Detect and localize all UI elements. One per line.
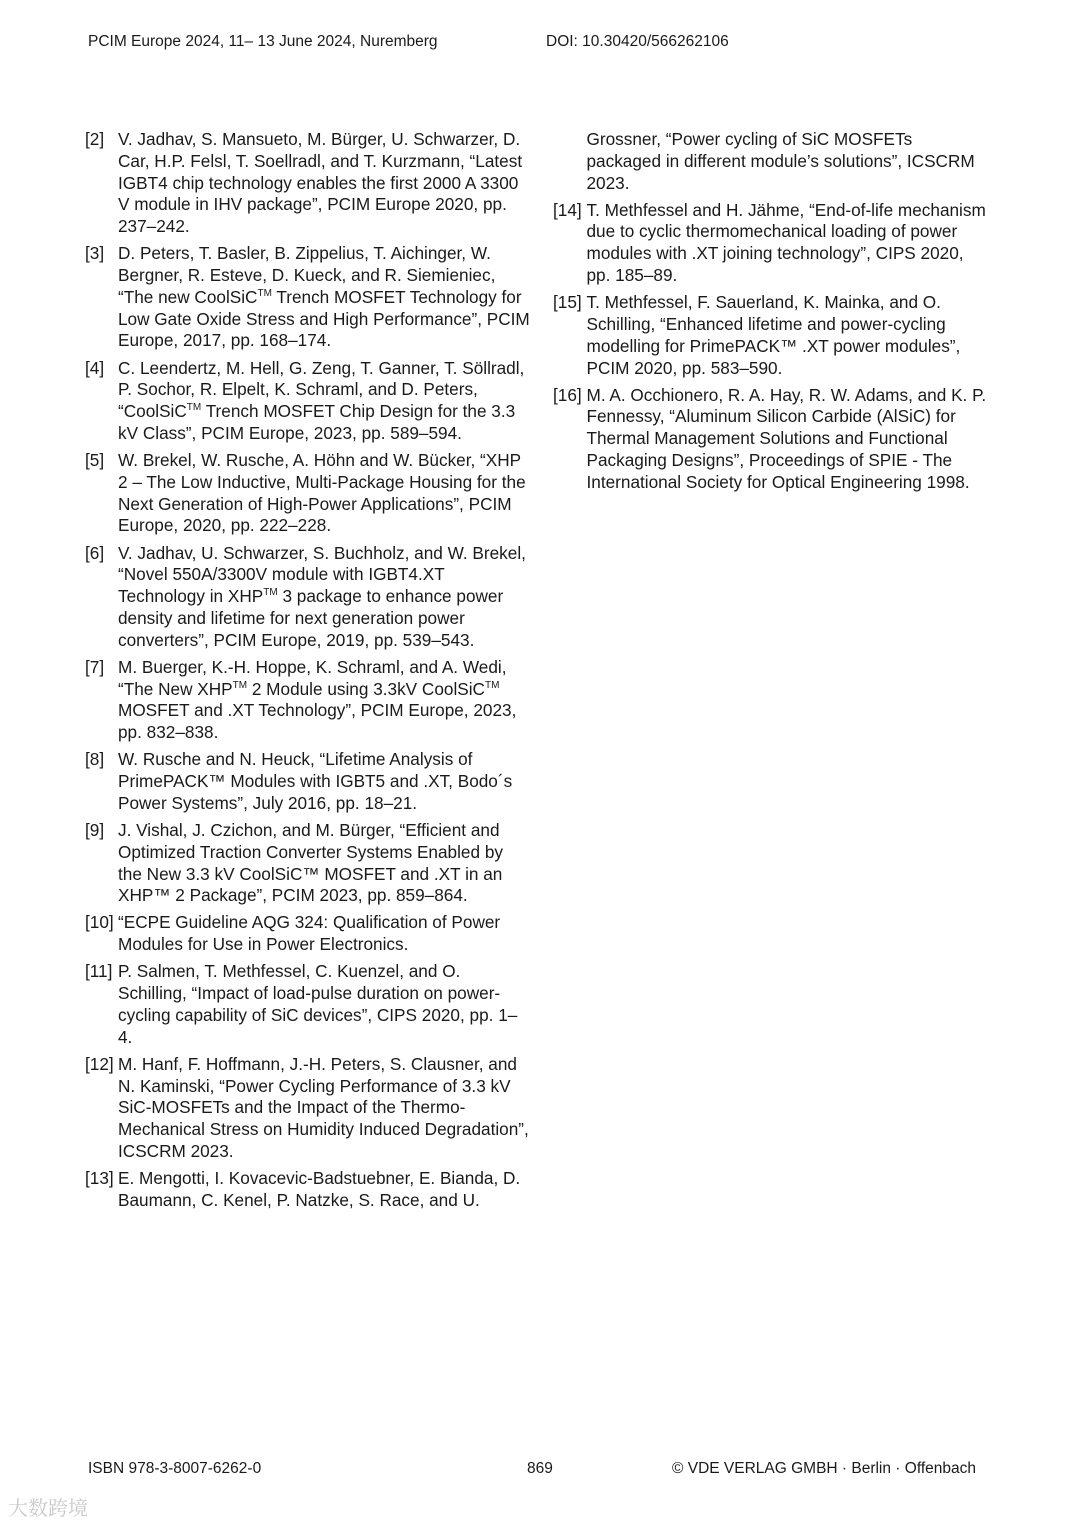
reference-text: P. Salmen, T. Methfessel, C. Kuenzel, and O. Schilling, “Impact of load-pulse duration on power-cycling capability of SiC devices”, CIPS 2020, pp. 1–4.	[118, 961, 518, 1047]
reference-text-part: M. Buerger, K.-H. Hoppe, K. Schraml, and A. Wedi, “The New XHP	[118, 656, 507, 699]
reference-13-continuation	[553, 129, 990, 194]
reference-text: Grossner, “Power cycling of SiC MOSFETs packaged in different module’s solutions”, ICSCRM 2023.	[586, 129, 975, 193]
reference-number: [11]	[85, 961, 113, 982]
reference-number: [5]	[85, 450, 105, 471]
reference-text: V. Jadhav, S. Mansueto, M. Bürger, U. Schwarzer, D. Car, H.P. Felsl, T. Soellradl, and T. Kurzmann, “Latest IGBT4 chip technology enables the first 2000 A 3300 V module in IHV package”, PCIM Europe 2020, pp. 237–242.	[118, 129, 523, 237]
reference-text-part: 3 package to enhance power density and lifetime for next generation power converters”, PCIM Europe, 2019, pp. 539–543.	[118, 586, 504, 650]
reference-3	[85, 243, 531, 352]
reference-text: E. Mengotti, I. Kovacevic-Badstuebner, E. Bianda, D. Baumann, C. Kenel, P. Natzke, S. Race, and U.	[118, 1168, 521, 1210]
reference-text: “ECPE Guideline AQG 324: Qualification of Power Modules for Use in Power Electronics.	[118, 912, 501, 955]
reference-text: M. Hanf, F. Hoffmann, J.-H. Peters, S. Clausner, and N. Kaminski, “Power Cycling Performance of 3.3 kV SiC-MOSFETs and the Impact of the Thermo-Mechanical Stress on Humidity Induced Degradation”, ICSCRM 2023.	[118, 1053, 529, 1162]
reference-12	[85, 1054, 531, 1163]
reference-7	[85, 657, 531, 744]
reference-number: [2]	[85, 129, 105, 149]
reference-text: M. A. Occhionero, R. A. Hay, R. W. Adams, and K. P. Fennessy, “Aluminum Silicon Carbide (AlSiC) for Thermal Management Solutions and Functional Packaging Designs”, Proceedings of SPIE - The International Society for Optical Engineering 1998.	[586, 384, 987, 492]
trademark-superscript: TM	[232, 679, 248, 691]
reference-5	[85, 450, 531, 537]
reference-number: [3]	[85, 243, 105, 264]
page-number: 869	[527, 1460, 553, 1477]
reference-8	[85, 749, 531, 814]
reference-number: [12]	[85, 1053, 114, 1074]
reference-text-part: Trench MOSFET Technology for Low Gate Oxide Stress and High Performance”, PCIM Europe, 2017, pp. 168–174.	[118, 286, 530, 351]
reference-16	[553, 385, 990, 494]
reference-text: T. Methfessel and H. Jähme, “End-of-life mechanism due to cyclic thermomechanical loading of power modules with .XT joining technology”, CIPS 2020, pp. 185–89.	[586, 199, 986, 286]
reference-text-part: Trench MOSFET Chip Design for the 3.3 kV Class”, PCIM Europe, 2023, pp. 589–594.	[118, 401, 516, 443]
reference-text-part: D. Peters, T. Basler, B. Zippelius, T. Aichinger, W. Bergner, R. Esteve, D. Kueck, and R. Siemieniec, “The new CoolSiC	[118, 243, 496, 307]
reference-number: [16]	[553, 384, 582, 405]
reference-text-part: V. Jadhav, U. Schwarzer, S. Buchholz, and W. Brekel, “Novel 550A/3300V module with IGBT4.XT Technology in XHP	[118, 542, 526, 607]
reference-9	[85, 820, 531, 907]
reference-text-part: C. Leendertz, M. Hell, G. Zeng, T. Ganner, T. Söllradl, P. Sochor, R. Elpelt, K. Schraml, and D. Peters, “CoolSiC	[118, 357, 525, 422]
reference-6	[85, 543, 531, 652]
reference-number: [8]	[85, 749, 105, 770]
reference-text: W. Brekel, W. Rusche, A. Höhn and W. Bücker, “XHP 2 – The Low Inductive, Multi-Package Housing for the Next Generation of High-Power Applications”, PCIM Europe, 2020, pp. 222–228.	[118, 450, 526, 536]
reference-text-part: 2 Module using 3.3kV CoolSiC	[247, 678, 485, 699]
footer-isbn: ISBN 978-3-8007-6262-0	[88, 1460, 262, 1477]
reference-number: [4]	[85, 357, 105, 378]
reference-number: [10]	[85, 912, 114, 933]
header-doi: DOI: 10.30420/566262106	[546, 33, 729, 50]
reference-13	[85, 1168, 531, 1212]
reference-text: T. Methfessel, F. Sauerland, K. Mainka, and O. Schilling, “Enhanced lifetime and power-cycling modelling for PrimePACK™ .XT power modules”, PCIM 2020, pp. 583–590.	[586, 292, 961, 378]
reference-number: [9]	[85, 819, 105, 840]
header-conference: PCIM Europe 2024, 11– 13 June 2024, Nuremberg	[88, 33, 438, 50]
trademark-superscript: TM	[263, 587, 278, 599]
references-right-column	[553, 129, 990, 499]
reference-11	[85, 961, 531, 1048]
footer-publisher: © VDE VERLAG GMBH · Berlin · Offenbach	[672, 1460, 977, 1477]
reference-number: [14]	[553, 199, 582, 220]
trademark-superscript: TM	[186, 402, 202, 414]
reference-10	[85, 912, 531, 956]
reference-4	[85, 358, 531, 445]
reference-text: J. Vishal, J. Czichon, and M. Bürger, “Efficient and Optimized Traction Converter Systems Enabled by the New 3.3 kV CoolSiC™ MOSFET and .XT in an XHP™ 2 Package”, PCIM 2023, pp. 859–864.	[118, 819, 503, 906]
reference-text-part: MOSFET and .XT Technology”, PCIM Europe, 2023, pp. 832–838.	[118, 700, 517, 743]
reference-14	[553, 200, 990, 287]
reference-15	[553, 292, 990, 379]
reference-number: [15]	[553, 292, 582, 313]
trademark-superscript: TM	[484, 679, 500, 691]
reference-number: [7]	[85, 656, 105, 677]
reference-number: [13]	[85, 1168, 114, 1189]
trademark-superscript: TM	[257, 287, 272, 299]
reference-text: W. Rusche and N. Heuck, “Lifetime Analysis of PrimePACK™ Modules with IGBT5 and .XT, Bodo´s Power Systems”, July 2016, pp. 18–21.	[118, 749, 513, 813]
watermark-logo: 大数跨境	[8, 1496, 88, 1520]
reference-2	[85, 129, 531, 238]
reference-number: [6]	[85, 542, 105, 563]
references-left-column	[85, 129, 531, 1217]
